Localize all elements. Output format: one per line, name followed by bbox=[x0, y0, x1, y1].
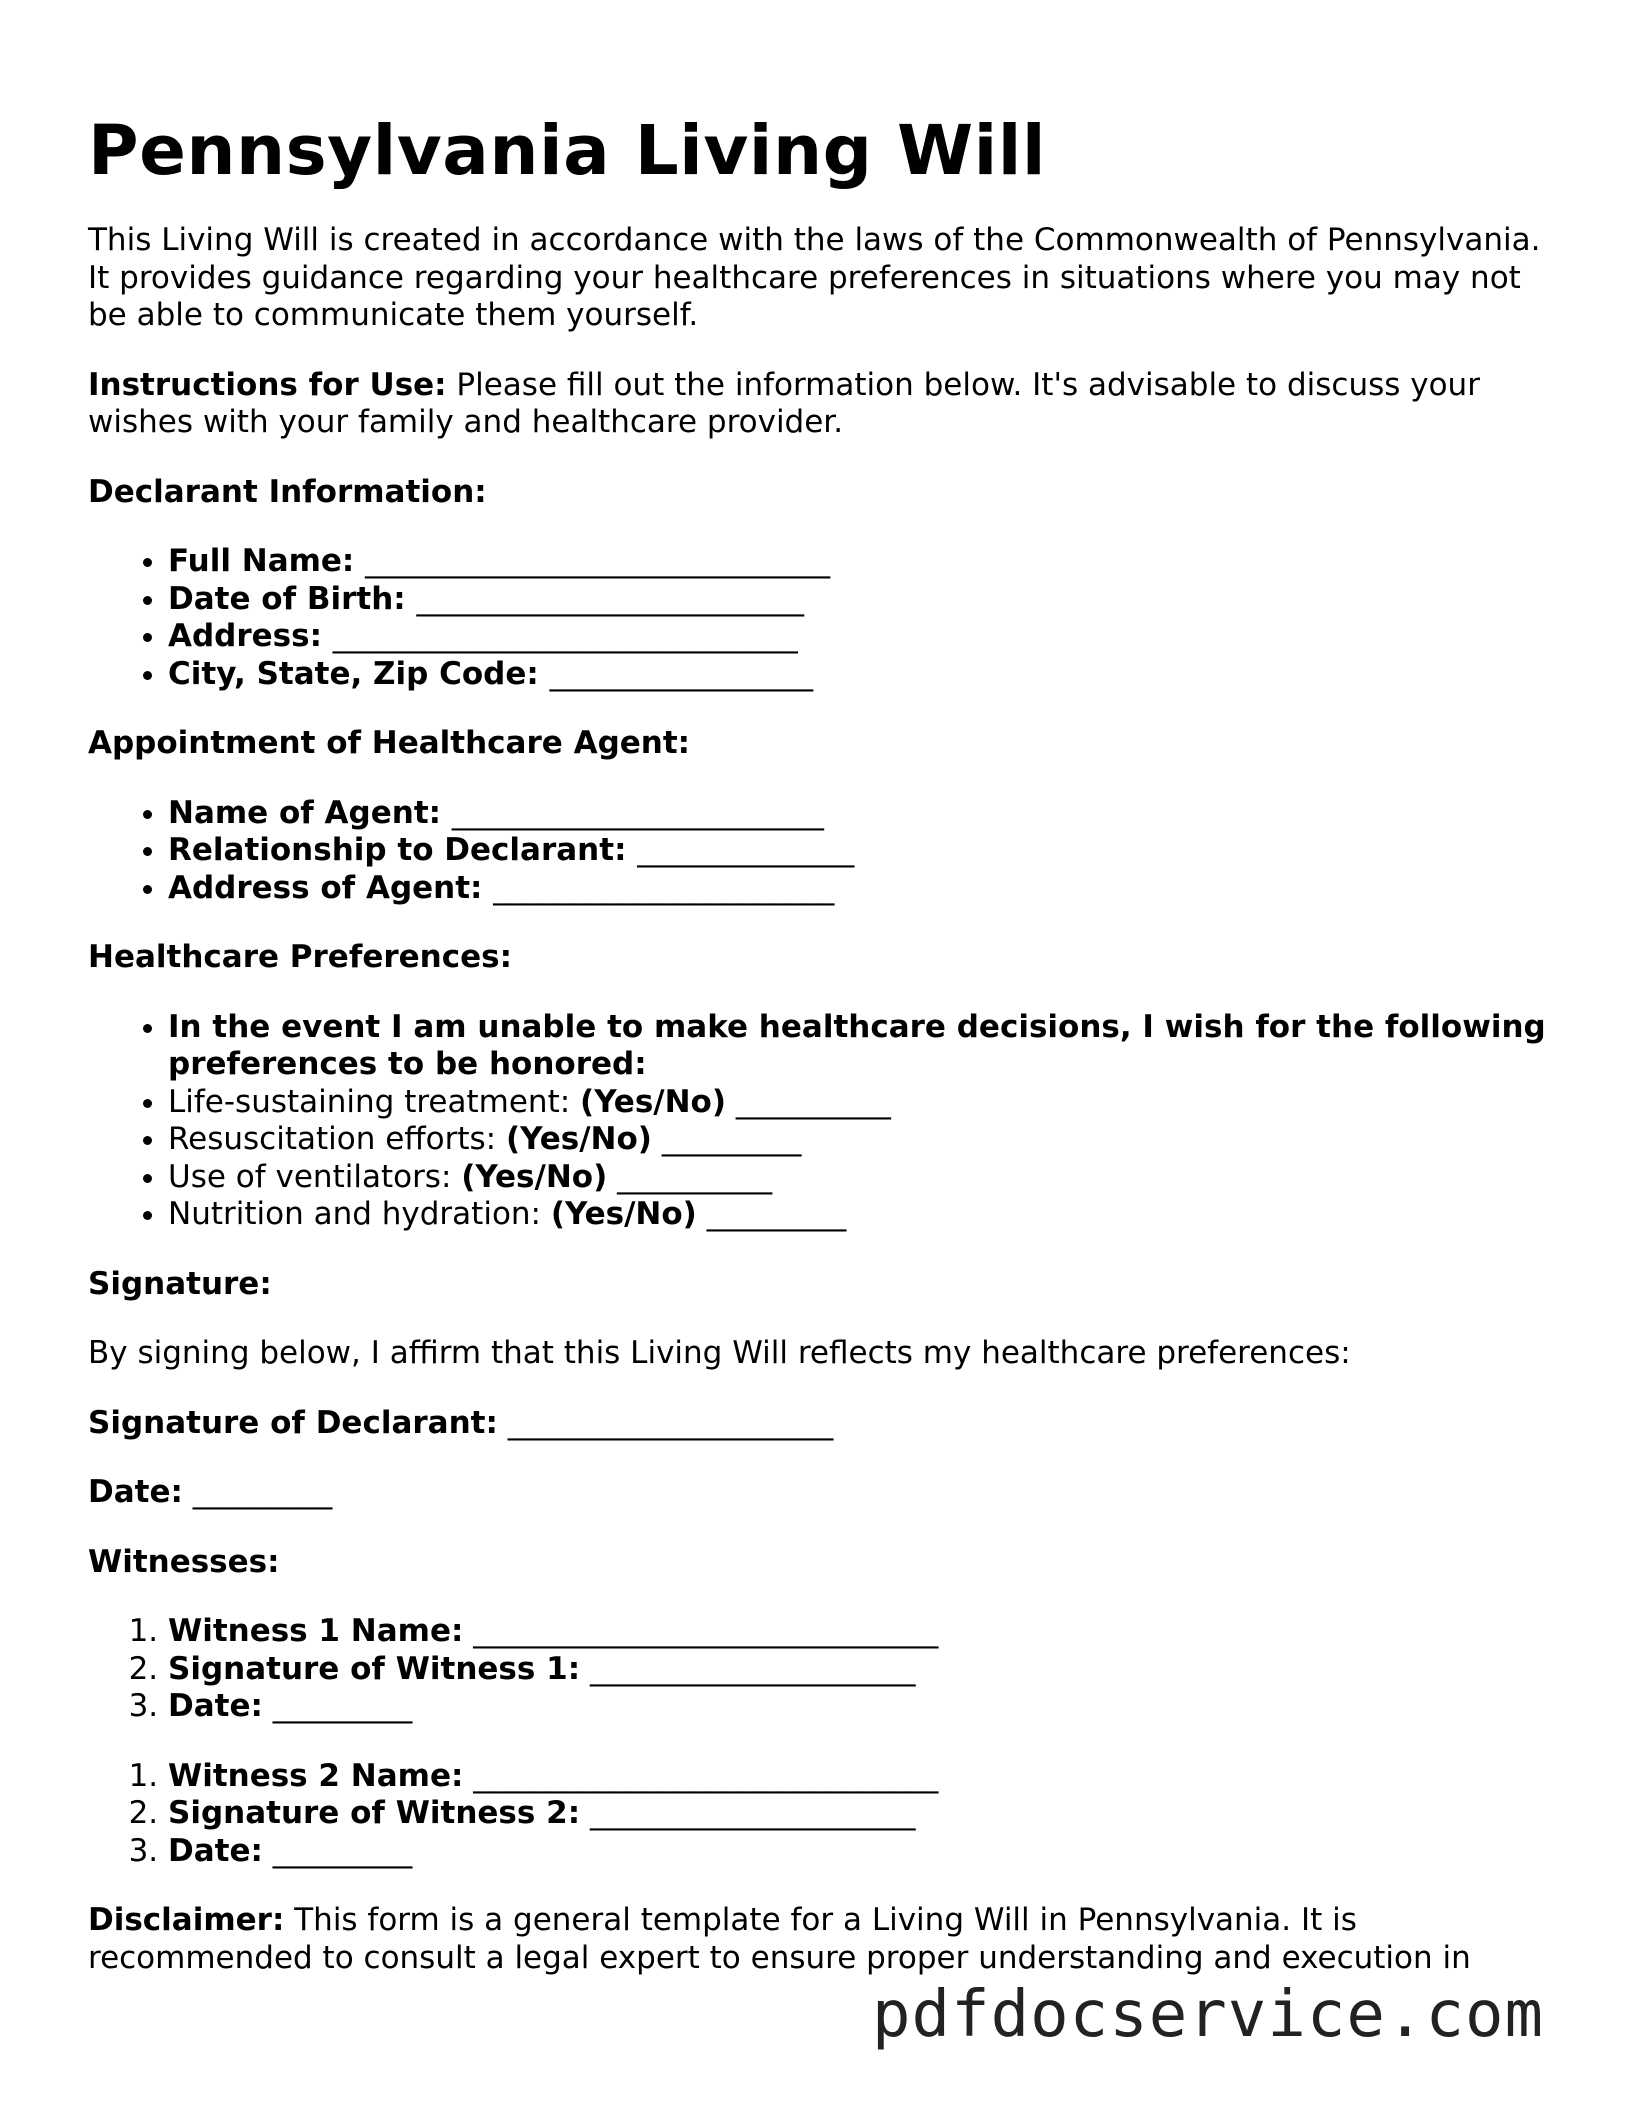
fill-blank[interactable]: _________ bbox=[272, 1688, 413, 1724]
document-content bbox=[88, 106, 1548, 1977]
preference-label: Life-sustaining treatment: bbox=[168, 1083, 581, 1120]
list-item bbox=[168, 1613, 1548, 1651]
list-item bbox=[168, 1651, 1548, 1689]
preference-choice: (Yes/No) bbox=[550, 1196, 697, 1232]
signature-date-line bbox=[88, 1474, 1548, 1512]
fill-blank[interactable]: __________ bbox=[617, 1158, 773, 1195]
fill-blank[interactable]: __________ bbox=[735, 1083, 891, 1120]
preferences-heading: Healthcare Preferences: bbox=[88, 939, 512, 975]
fill-blank[interactable]: _________ bbox=[272, 1832, 413, 1869]
intro-paragraph: This Living Will is created in accordance with the laws of the Commonwealth of Pennsylvania. It provides guidance regarding your healthcare preferences in situations where you may not be able to communicate them yourself. bbox=[88, 222, 1541, 333]
instructions-text: Please fill out the information below. It's advisable to discuss your wishes with your family and healthcare provider. bbox=[88, 366, 1480, 440]
field-label: Signature of Witness 2: bbox=[168, 1795, 581, 1831]
fill-blank[interactable]: ______________________ bbox=[493, 869, 835, 906]
fill-blank[interactable]: _________________________ bbox=[416, 580, 804, 617]
fill-blank[interactable]: _________________ bbox=[549, 655, 814, 692]
fill-blank[interactable]: ______________ bbox=[637, 832, 855, 868]
page-title: Pennsylvania Living Will bbox=[88, 111, 1047, 191]
field-label: City, State, Zip Code: bbox=[168, 655, 539, 692]
disclaimer-paragraph bbox=[88, 1902, 1548, 1977]
witness-1-list bbox=[88, 1613, 1548, 1726]
preference-label: Use of ventilators: bbox=[168, 1158, 462, 1195]
list-item bbox=[168, 795, 1548, 833]
witnesses-heading: Witnesses: bbox=[88, 1543, 280, 1580]
disclaimer-text: This form is a general template for a Living Will in Pennsylvania. It is recommended to consult a legal expert to ensure proper understanding and execution in bbox=[88, 1902, 1471, 1976]
field-label: Full Name: bbox=[168, 543, 355, 579]
fill-blank[interactable]: _________ bbox=[706, 1196, 847, 1232]
fill-blank[interactable]: _________ bbox=[661, 1121, 802, 1157]
disclaimer-label: Disclaimer: bbox=[88, 1902, 285, 1938]
declarant-heading: Declarant Information: bbox=[88, 473, 487, 510]
signature-affirmation: By signing below, I affirm that this Living Will reflects my healthcare preferences: bbox=[88, 1335, 1351, 1371]
field-label: Address: bbox=[168, 618, 322, 654]
field-label: Date: bbox=[168, 1832, 263, 1869]
list-item bbox=[168, 1795, 1548, 1833]
declarant-signature-line bbox=[88, 1405, 1548, 1443]
field-label: Name of Agent: bbox=[168, 794, 442, 831]
list-item bbox=[168, 1121, 1548, 1159]
instructions-label: Instructions for Use: bbox=[88, 366, 447, 403]
list-item bbox=[168, 1758, 1548, 1796]
field-label: Address of Agent: bbox=[168, 869, 483, 906]
field-label: Witness 1 Name: bbox=[168, 1613, 464, 1649]
list-item bbox=[168, 1196, 1548, 1234]
list-item bbox=[168, 832, 1548, 870]
preference-choice: (Yes/No) bbox=[580, 1083, 727, 1120]
fill-blank[interactable]: ______________________________ bbox=[473, 1757, 939, 1794]
list-item bbox=[168, 1084, 1548, 1122]
declarant-list bbox=[88, 543, 1548, 693]
fill-blank[interactable]: ______________________________ bbox=[473, 1613, 939, 1649]
list-item bbox=[168, 543, 1548, 581]
fill-blank[interactable]: _____________________ bbox=[589, 1650, 916, 1687]
instructions-paragraph bbox=[88, 367, 1548, 442]
field-label: Signature of Witness 1: bbox=[168, 1650, 581, 1687]
list-item bbox=[168, 870, 1548, 908]
preference-choice: (Yes/No) bbox=[505, 1121, 652, 1157]
fill-blank[interactable]: ______________________________ bbox=[332, 618, 798, 654]
fill-blank[interactable]: ______________________________ bbox=[365, 543, 831, 579]
preference-choice: (Yes/No) bbox=[461, 1158, 608, 1195]
field-label: Witness 2 Name: bbox=[168, 1757, 464, 1794]
preference-label: Nutrition and hydration: bbox=[168, 1196, 551, 1232]
list-item bbox=[168, 1688, 1548, 1726]
witness-2-list bbox=[88, 1758, 1548, 1871]
declarant-signature-label: Signature of Declarant: bbox=[88, 1404, 498, 1441]
preferences-lead: • In the event I am unable to make healthcare decisions, I wish for the following preferences to be honored: bbox=[168, 1009, 1548, 1084]
list-item bbox=[168, 1159, 1548, 1197]
list-item bbox=[168, 618, 1548, 656]
agent-heading: Appointment of Healthcare Agent: bbox=[88, 725, 691, 761]
watermark: pdfdocservice.com bbox=[872, 1978, 1545, 2052]
fill-blank[interactable]: _____________________ bbox=[507, 1404, 834, 1441]
fill-blank[interactable]: ________________________ bbox=[451, 794, 824, 831]
signature-heading: Signature: bbox=[88, 1265, 272, 1302]
agent-list bbox=[88, 795, 1548, 908]
signature-date-label: Date: bbox=[88, 1474, 183, 1510]
field-label: Date: bbox=[168, 1688, 263, 1724]
field-label: Relationship to Declarant: bbox=[168, 832, 627, 868]
field-label: Date of Birth: bbox=[168, 580, 406, 617]
list-item bbox=[168, 1833, 1548, 1871]
list-item bbox=[168, 581, 1548, 619]
fill-blank[interactable]: _________ bbox=[192, 1474, 333, 1510]
preferences-list bbox=[88, 1009, 1548, 1234]
fill-blank[interactable]: _____________________ bbox=[589, 1795, 916, 1831]
preference-label: Resuscitation efforts: bbox=[168, 1121, 506, 1157]
list-item bbox=[168, 656, 1548, 694]
